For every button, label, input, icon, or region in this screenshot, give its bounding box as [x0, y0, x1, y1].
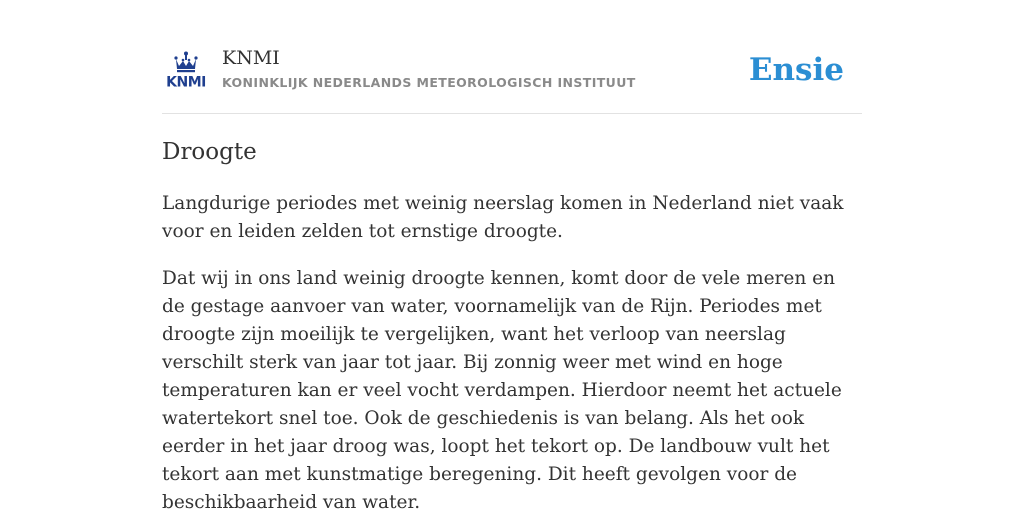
brand-logo[interactable]: Ensie — [748, 52, 844, 88]
knmi-crown-logo-icon[interactable] — [164, 51, 208, 89]
page — [162, 0, 862, 513]
article-paragraph: Dat wij in ons land weinig droogte kennen, komt door de vele meren en de gestage aanvoer van water, voornamelijk van de Rijn. Periodes met droogte zijn moeilijk te vergelijken, want het verloop van neerslag verschilt sterk van jaar tot jaar. Bij zonnig weer met wind en hoge temperaturen kan er veel vocht verdampen. Hierdoor neemt het actuele watertekort snel toe. Ook de geschiedenis is van belang. Als het ook eerder in het jaar droog was, loopt het tekort op. De landbouw vult het tekort aan met kunstmatige beregening. Dit heeft gevolgen voor de beschikbaarheid van water. — [162, 268, 842, 513]
org-full-name: KONINKLIJK NEDERLANDS METEOROLOGISCH INSTITUUT — [222, 75, 636, 90]
header — [162, 0, 862, 114]
page-title: Droogte — [162, 139, 257, 165]
svg-text:KNMI: KNMI — [166, 74, 206, 89]
org-name: KNMI — [222, 47, 280, 69]
article-paragraph: Langdurige periodes met weinig neerslag komen in Nederland niet vaak voor en leiden zelden tot ernstige droogte. — [162, 193, 844, 242]
